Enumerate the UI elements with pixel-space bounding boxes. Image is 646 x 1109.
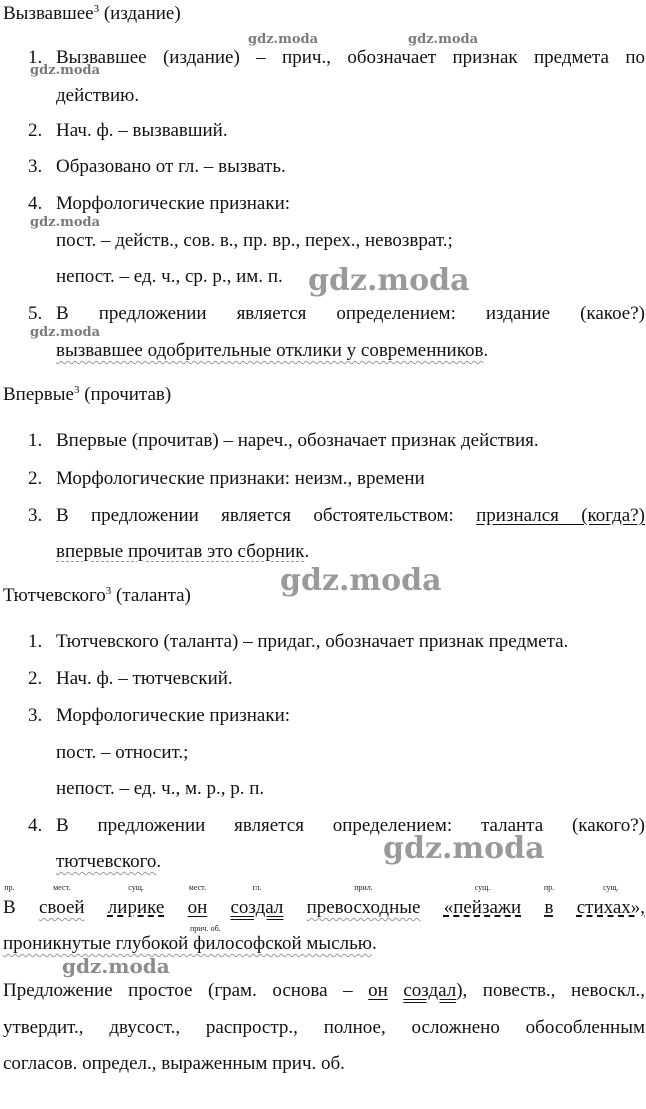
tail: .: [371, 933, 377, 954]
entry-heading-2: [3, 385, 171, 404]
item-text: Морфологические признаки:: [56, 193, 291, 214]
item-text-cont: действию.: [56, 85, 140, 106]
item-number: 1.: [28, 631, 43, 652]
subject: он: [368, 980, 388, 1001]
item-number: 2.: [28, 468, 43, 489]
item-text: [56, 506, 645, 525]
analysis-line-1: Предложение простое (грам. основа – он создал), повеств., невоскл.,: [3, 980, 646, 1001]
pos-tag: сущ.: [603, 883, 619, 892]
item-text: непост. – ед. ч., ср. р., им. п.: [56, 266, 283, 287]
parsed-sentence-line-2: [3, 934, 377, 953]
underlined-phrase: тютчевского: [56, 851, 157, 872]
superscript: 3: [73, 384, 80, 396]
entry-word: Впервые: [3, 384, 74, 405]
item-number: 2.: [28, 120, 43, 141]
item-text: Нач. ф. – вызвавший.: [56, 120, 228, 141]
item-text: Образовано от гл. – вызвать.: [56, 156, 286, 177]
watermark-logo: gdz.moda: [30, 63, 101, 78]
item-number: 1.: [28, 47, 43, 68]
watermark-logo: gdz.moda: [308, 263, 470, 298]
analysis-line-2: утвердит., двусост., распростр., полное, осложнено обособленным: [3, 1017, 645, 1038]
pos-tag-participle: прич. об.: [190, 924, 221, 933]
superscript: 3: [93, 3, 100, 15]
entry-heading-3: [3, 586, 191, 605]
sentence-word: сущ. лирике: [107, 883, 165, 918]
watermark-logo: gdz.moda: [30, 325, 101, 340]
watermark-logo: gdz.moda: [248, 32, 319, 47]
pos-tag: пр.: [4, 883, 15, 892]
entry-heading-1: [3, 4, 181, 23]
superscript: 3: [105, 585, 112, 597]
sentence-word: пр. в: [543, 883, 555, 918]
pos-tag: прил.: [354, 883, 373, 892]
tail: .: [483, 340, 489, 361]
item-text: пост. – относит.;: [56, 742, 189, 763]
item-number: 1.: [28, 430, 43, 451]
item-text-cont: [56, 852, 161, 871]
participial-phrase: проникнутые глубокой философской мыслью: [3, 933, 372, 954]
item-text: пост. – действ., сов. в., пр. вр., перех., невозврат.;: [56, 230, 453, 251]
tail: .: [304, 541, 310, 562]
item-text-a: В предложении является обстоятельством:: [56, 505, 454, 526]
sentence-word: мест. своей: [38, 883, 85, 918]
underlined-phrase: впервые прочитав это сборник: [56, 541, 305, 562]
watermark-logo: gdz.moda: [280, 563, 442, 598]
item-number: 5.: [28, 303, 43, 324]
watermark-logo: gdz.moda: [383, 831, 545, 866]
sentence-word: гл. создал: [230, 883, 284, 918]
item-number: 3.: [28, 156, 43, 177]
item-text: Впервые (прочитав) – нареч., обозначает признак действия.: [56, 430, 539, 451]
item-text: Вызвавшее (издание) – прич., обозначает признак предмета по: [56, 47, 645, 68]
sentence-word: сущ. «пейзажи: [443, 883, 522, 918]
analysis-line-3: согласов. определ., выраженным прич. об.: [3, 1053, 345, 1074]
predicate: создал: [403, 980, 457, 1001]
entry-word: Вызвавшее: [3, 3, 94, 24]
pos-tag: сущ.: [474, 883, 491, 892]
underlined-predicate: признался (когда?): [476, 505, 646, 526]
item-number: 4.: [28, 815, 43, 836]
sentence-word: пр. В: [3, 883, 16, 918]
watermark-logo: gdz.moda: [62, 954, 170, 978]
item-text: В предложении является определением: издание (какое?): [56, 303, 645, 324]
entry-context: (прочитав): [84, 384, 172, 405]
pos-tag: пр.: [543, 883, 555, 892]
item-text-cont: [56, 341, 488, 360]
pos-tag: сущ.: [128, 883, 144, 892]
item-text-cont: [56, 542, 309, 561]
pos-tag: мест.: [53, 883, 71, 892]
entry-word: Тютчевского: [3, 585, 106, 606]
watermark-logo: gdz.moda: [408, 32, 479, 47]
item-text: Морфологические признаки:: [56, 705, 291, 726]
item-text: Тютчевского (таланта) – придаг., обозначает признак предмета.: [56, 631, 569, 652]
pos-tag: мест.: [188, 883, 207, 892]
item-number: 3.: [28, 705, 43, 726]
underlined-phrase: вызвавшее одобрительные отклики у современников: [56, 340, 484, 361]
sentence-word: сущ. стихах»,: [576, 883, 646, 918]
item-text: В предложении является определением: таланта (какого?): [56, 815, 645, 836]
entry-context: (издание): [103, 3, 181, 24]
item-number: 4.: [28, 193, 43, 214]
parsed-sentence-line-1: [3, 883, 646, 918]
item-number: 3.: [28, 505, 43, 526]
sentence-word: прил. превосходные: [306, 883, 421, 918]
entry-context: (таланта): [116, 585, 191, 606]
tail: .: [156, 851, 162, 872]
item-text: Морфологические признаки: неизм., времени: [56, 468, 425, 489]
sentence-word: мест. он: [187, 883, 208, 918]
pos-tag: гл.: [252, 883, 262, 892]
item-text: Нач. ф. – тютчевский.: [56, 668, 233, 689]
item-text: непост. – ед. ч., м. р., р. п.: [56, 778, 265, 799]
item-number: 2.: [28, 668, 43, 689]
watermark-logo: gdz.moda: [30, 215, 101, 230]
